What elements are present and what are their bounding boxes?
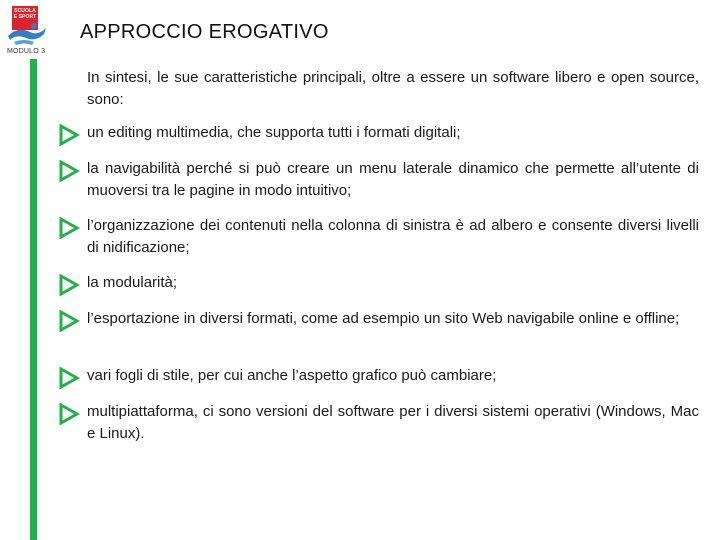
module-label: MODULO 3	[7, 48, 46, 55]
list-item-text: vari fogli di stile, per cui anche l’aspetto grafico può cambiare;	[87, 367, 497, 384]
play-arrow-outline-icon	[58, 160, 80, 182]
list-item-text: la navigabilità perché si può creare un menu laterale dinamico che permette all’utente di muoversi tra le pagine in modo intuitivo;	[87, 160, 699, 199]
logo-text-line1: SCUOLA	[14, 8, 36, 14]
list-item-text: un editing multimedia, che supporta tutti i formati digitali;	[87, 124, 461, 141]
list-item-text: la modularità;	[87, 274, 178, 291]
play-arrow-outline-icon	[58, 274, 80, 296]
accent-side-bar	[30, 59, 37, 540]
page-title: APPROCCIO EROGATIVO	[80, 21, 329, 43]
school-logo	[4, 4, 48, 50]
play-arrow-outline-icon	[58, 310, 80, 332]
play-arrow-outline-icon	[58, 124, 80, 146]
play-arrow-outline-icon	[58, 367, 80, 389]
play-arrow-outline-icon	[58, 217, 80, 239]
intro-paragraph: In sintesi, le sue caratteristiche principali, oltre a essere un software libero e open source, sono:	[87, 69, 699, 108]
list-item-text: l’organizzazione dei contenuti nella colonna di sinistra è ad albero e consente diversi livelli di nidificazione;	[87, 217, 699, 256]
play-arrow-outline-icon	[58, 403, 80, 425]
list-item-text: multipiattaforma, ci sono versioni del software per i diversi sistemi operativi (Windows, Mac e Linux).	[87, 403, 699, 442]
logo-text-line2: E SPORT	[13, 14, 37, 20]
list-item-text: l’esportazione in diversi formati, come ad esempio un sito Web navigabile online e offline;	[87, 310, 680, 327]
logo-athlete-figure	[4, 14, 48, 48]
